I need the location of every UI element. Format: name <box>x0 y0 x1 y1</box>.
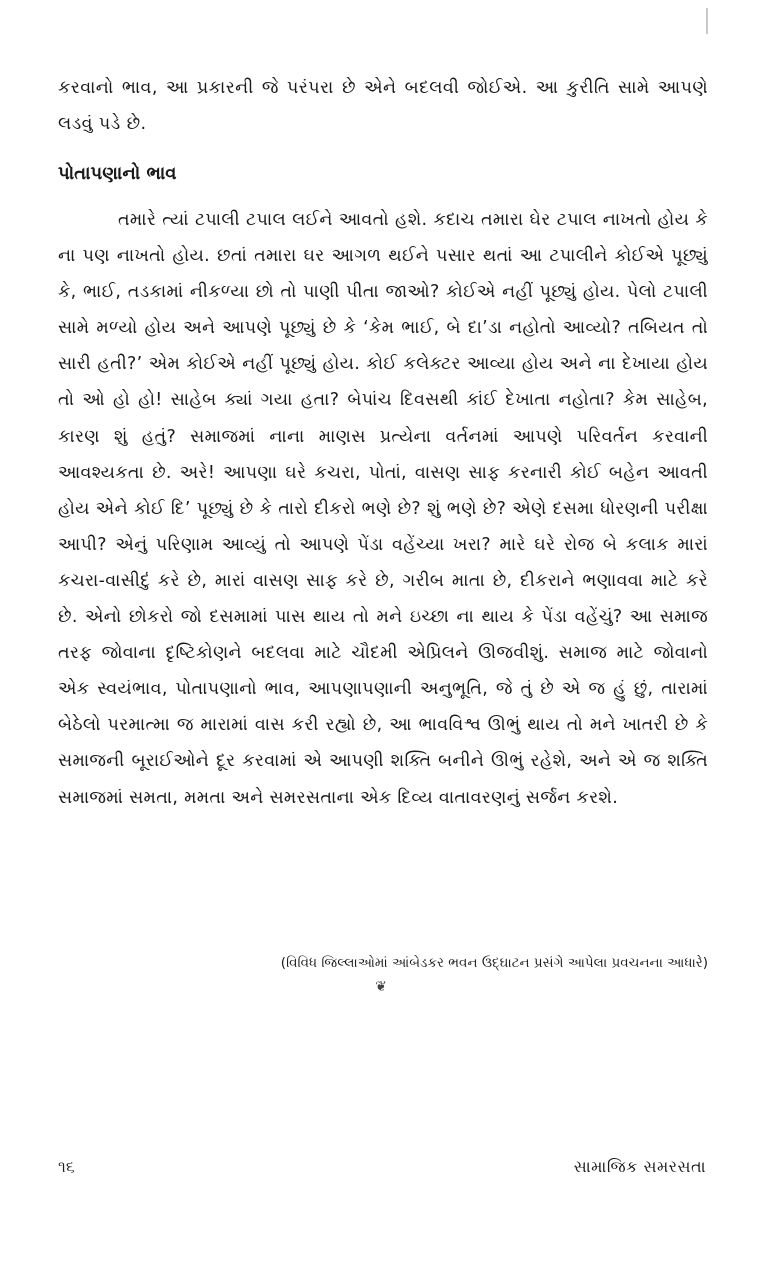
page-edge-mark <box>706 8 708 34</box>
ornament-icon: ❦ <box>375 979 387 995</box>
body-paragraph: તમારે ત્યાં ટપાલી ટપાલ લઈને આવતો હશે. કદાચ તમારા ઘેર ટપાલ નાખતો હોય કે ના પણ નાખતો હોય. છતાં તમારા ઘર આગળ થઈને પસાર થતાં આ ટપાલીને કોઈએ પૂછ્યું કે, ભાઈ, તડકામાં નીકળ્યા છો તો પાણી પીતા જાઓ? કોઈએ નહીં પૂછ્યું હોય. પેલો ટપાલી સામે મળ્યો હોય અને આપણે પૂછ્યું છે કે ‘કેમ ભાઈ, બે દા’ડા નહોતો આવ્યો? તબિયત તો સારી હતી?’ એમ કોઈએ નહીં પૂછ્યું હોય. કોઈ કલેક્ટર આવ્યા હોય અને ના દેખાયા હોય તો ઓ હો હો! સાહેબ ક્યાં ગયા હતા? બેપાંચ દિવસથી કાંઈ દેખાતા નહોતા? કેમ સાહેબ, કારણ શું હતું? સમાજમાં નાના માણસ પ્રત્યેના વર્તનમાં આપણે પરિવર્તન કરવાની આવશ્યકતા છે. અરે! આપણા ઘરે કચરા, પોતાં, વાસણ સાફ કરનારી કોઈ બહેન આવતી હોય એને કોઈ દિ’ પૂછ્યું છે કે તારો દીકરો ભણે છે? શું ભણે છે? એણે દસમા ધોરણની પરીક્ષા આપી? એનું પરિણામ આવ્યું તો આપણે પેંડા વહેંચ્યા ખરા? મારે ઘરે રોજ બે કલાક મારાં કચરા-વાસીદું કરે છે, મારાં વાસણ સાફ કરે છે, ગરીબ માતા છે, દીકરાને ભણાવવા માટે કરે છે. એનો છોકરો જો દસમામાં પાસ થાય તો મને ઇચ્છા ના થાય કે પેંડા વહેંચું? આ સમાજ તરફ જોવાના દૃષ્ટિકોણને બદલવા માટે ચૌદમી એપ્રિલને ઊજવીશું. સમાજ માટે જોવાનો એક સ્વયંભાવ, પોતાપણાનો ભાવ, આપણાપણાની અનુભૂતિ, જે તું છે એ જ હું છું, તારામાં બેઠેલો પરમાત્મા જ મારામાં વાસ કરી રહ્યો છે, આ ભાવવિશ્વ ઊભું થાય તો મને ખાતરી છે કે સમાજની બૂરાઈઓને દૂર કરવામાં એ આપણી શક્તિ બનીને ઊભું રહેશે, અને એ જ શક્તિ સમાજમાં સમતા, મમતા અને સમરસતાના એક દિવ્ય વાતાવરણનું સર્જન કરશે. <box>58 210 708 808</box>
section-heading: પોતાપણાનો ભાવ <box>58 163 177 184</box>
page-number: ૧૬ <box>58 1157 75 1176</box>
intro-paragraph: કરવાનો ભાવ, આ પ્રકારની જે પરંપરા છે એને બદલવી જોઈએ. આ કુરીતિ સામે આપણે લડવું પડે છે. <box>58 78 708 134</box>
source-note: (વિવિધ જિલ્લાઓમાં આંબેડકર ભવન ઉદ્ઘાટન પ્રસંગે આપેલા પ્રવચનના આધારે) <box>280 955 708 971</box>
book-title: સામાજિક સમરસતા <box>573 1157 706 1176</box>
